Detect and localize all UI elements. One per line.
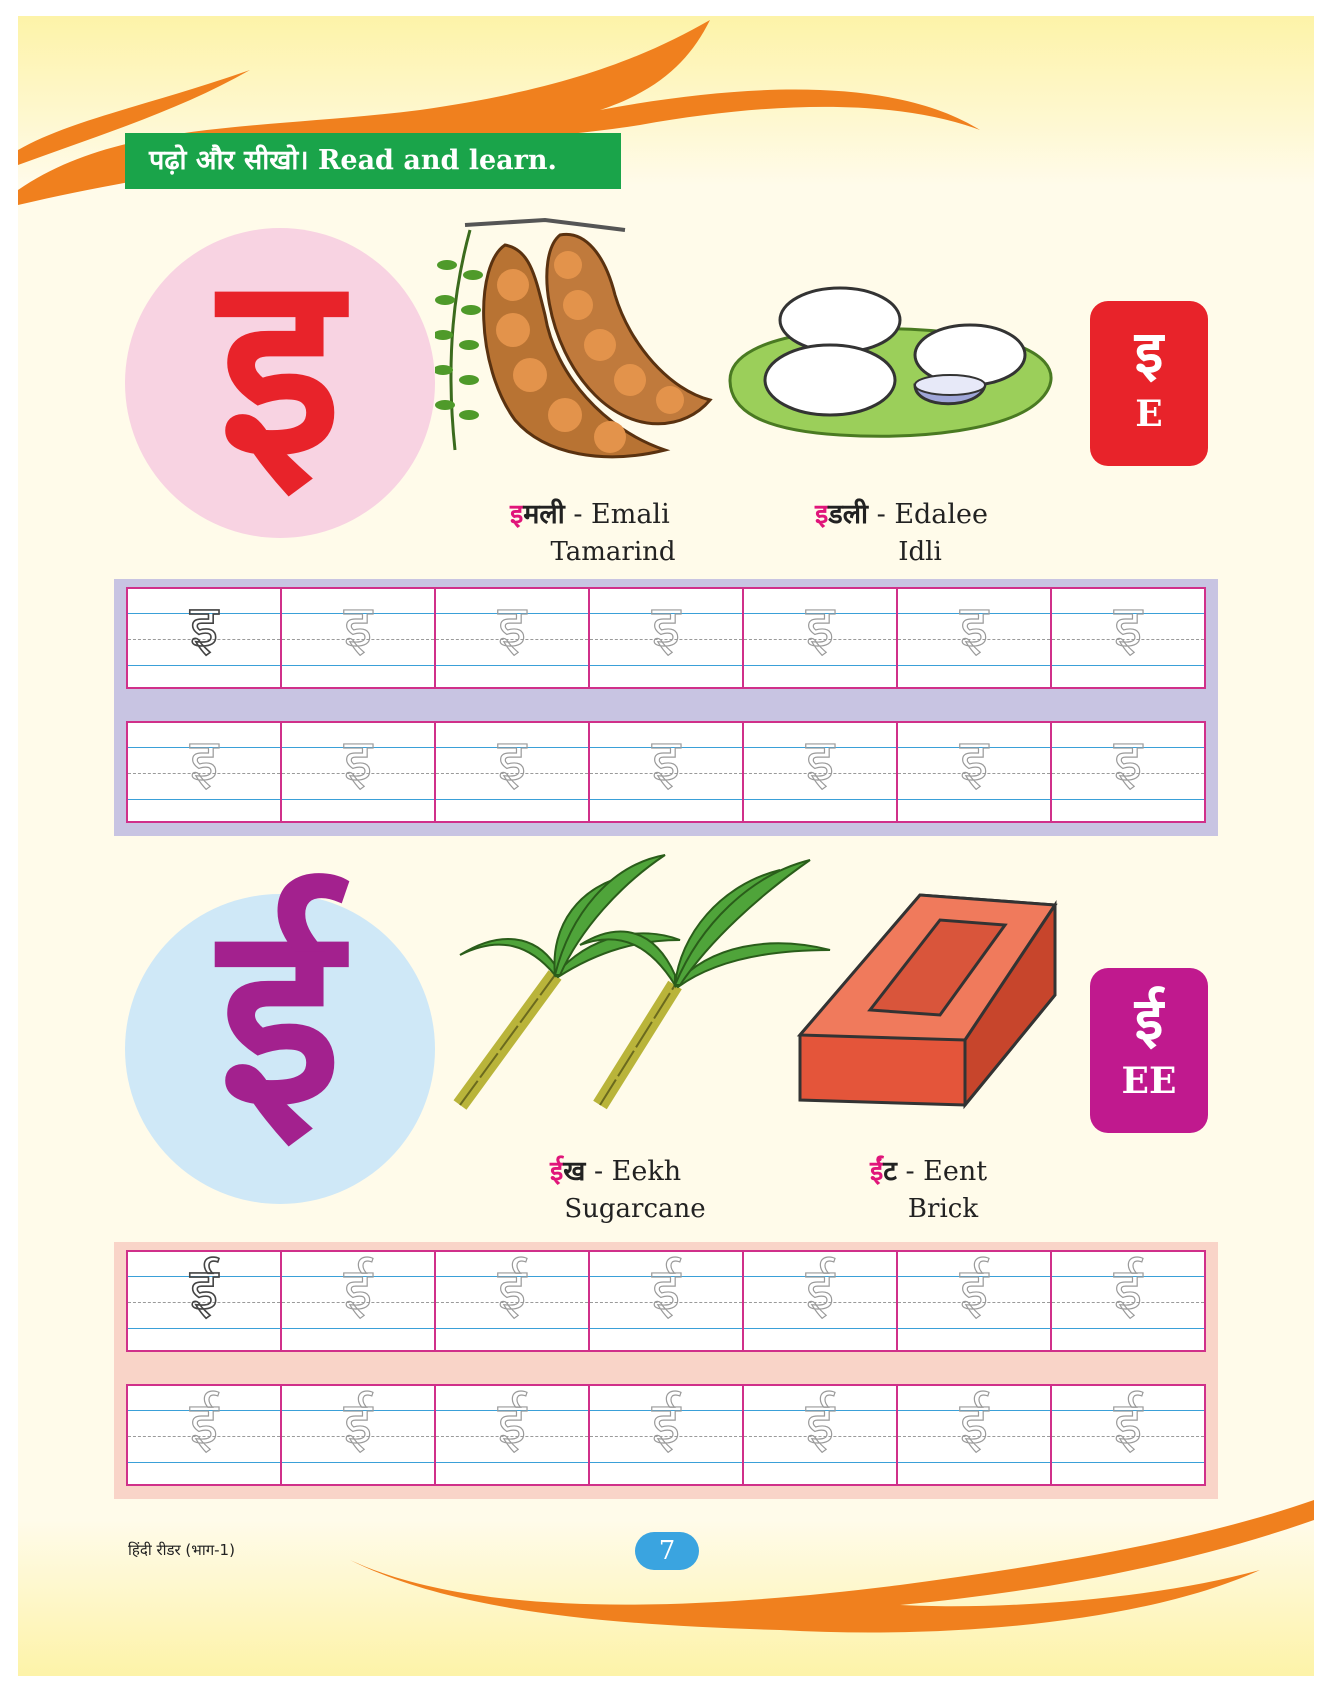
trace-letter: इ: [189, 592, 219, 660]
trace-cell[interactable]: [128, 589, 282, 687]
word-lead-letter: इ: [815, 499, 829, 530]
trace-cell[interactable]: [590, 1252, 744, 1350]
trace-cell[interactable]: [590, 1386, 744, 1484]
practice-block-ee: [114, 1242, 1218, 1499]
trace-letter: इ: [497, 726, 527, 794]
trace-letter: इ: [1113, 592, 1143, 660]
trace-cell[interactable]: [1052, 723, 1204, 821]
idli-image: [720, 280, 1060, 470]
trace-cell[interactable]: [898, 1386, 1052, 1484]
book-title: हिंदी रीडर (भाग-1): [128, 1541, 235, 1559]
trace-letter: ई: [959, 1389, 989, 1457]
practice-row: [126, 1384, 1206, 1486]
badge-hindi-letter: ई: [1134, 985, 1164, 1053]
practice-row: [126, 721, 1206, 823]
trace-letter: इ: [651, 592, 681, 660]
trace-cell[interactable]: [1052, 1252, 1204, 1350]
trace-letter: इ: [1113, 726, 1143, 794]
trace-letter: इ: [651, 726, 681, 794]
trace-cell[interactable]: [436, 1386, 590, 1484]
word-transliteration: - Edalee: [876, 499, 988, 530]
practice-row: [126, 587, 1206, 689]
letter-badge-i: [1090, 301, 1208, 466]
badge-english-letter: E: [1135, 393, 1163, 435]
section-header: पढ़ो और सीखो। Read and learn.: [125, 133, 621, 189]
trace-cell[interactable]: [128, 1386, 282, 1484]
trace-cell[interactable]: [436, 589, 590, 687]
trace-letter: ई: [1113, 1389, 1143, 1457]
practice-block-i: [114, 579, 1218, 836]
trace-cell[interactable]: [128, 1252, 282, 1350]
page-number: 7: [635, 1532, 699, 1570]
word-transliteration: - Eekh: [593, 1156, 682, 1187]
practice-row: [126, 1250, 1206, 1352]
trace-letter: ई: [343, 1389, 373, 1457]
trace-letter: इ: [343, 592, 373, 660]
word-transliteration: - Eent: [905, 1156, 988, 1187]
trace-cell[interactable]: [898, 589, 1052, 687]
word-idli: [815, 494, 988, 531]
meaning-idli: Idli: [898, 537, 942, 567]
trace-cell[interactable]: [744, 589, 898, 687]
trace-letter: ई: [651, 1389, 681, 1457]
trace-letter: ई: [651, 1255, 681, 1323]
meaning-sugarcane: Sugarcane: [564, 1194, 706, 1224]
trace-cell[interactable]: [282, 1252, 436, 1350]
word-lead-letter: इ: [510, 499, 524, 530]
trace-letter: इ: [343, 726, 373, 794]
trace-cell[interactable]: [898, 723, 1052, 821]
trace-letter: ई: [805, 1255, 835, 1323]
trace-cell[interactable]: [128, 723, 282, 821]
trace-letter: ई: [805, 1389, 835, 1457]
trace-letter: ई: [343, 1255, 373, 1323]
word-rest: मली: [523, 499, 565, 530]
trace-cell[interactable]: [590, 589, 744, 687]
sugarcane-image: [450, 845, 835, 1115]
badge-hindi-letter: इ: [1134, 318, 1164, 386]
trace-letter: इ: [805, 726, 835, 794]
trace-letter: इ: [959, 592, 989, 660]
meaning-tamarind: Tamarind: [550, 537, 676, 567]
trace-letter: इ: [805, 592, 835, 660]
word-rest: डली: [828, 499, 869, 530]
trace-cell[interactable]: [282, 1386, 436, 1484]
badge-english-letter: EE: [1121, 1060, 1177, 1102]
word-eent: [870, 1151, 987, 1188]
word-eekh: [550, 1151, 681, 1188]
word-lead-letter: ई: [550, 1156, 564, 1187]
trace-letter: इ: [189, 726, 219, 794]
word-lead-letter: ई: [870, 1156, 884, 1187]
trace-cell[interactable]: [282, 589, 436, 687]
trace-letter: इ: [497, 592, 527, 660]
tamarind-image: [435, 205, 715, 475]
trace-letter: ई: [497, 1255, 527, 1323]
trace-cell[interactable]: [898, 1252, 1052, 1350]
trace-cell[interactable]: [744, 1386, 898, 1484]
big-letter-i: इ: [218, 219, 342, 510]
trace-letter: ई: [189, 1255, 219, 1323]
trace-letter: ई: [959, 1255, 989, 1323]
trace-letter: इ: [959, 726, 989, 794]
trace-cell[interactable]: [436, 723, 590, 821]
trace-cell[interactable]: [282, 723, 436, 821]
trace-cell[interactable]: [744, 1252, 898, 1350]
word-rest: ंट: [883, 1156, 897, 1187]
trace-letter: ई: [497, 1389, 527, 1457]
trace-cell[interactable]: [590, 723, 744, 821]
trace-cell[interactable]: [436, 1252, 590, 1350]
brick-image: [790, 885, 1060, 1110]
word-transliteration: - Emali: [573, 499, 670, 530]
meaning-brick: Brick: [907, 1194, 979, 1224]
trace-cell[interactable]: [1052, 1386, 1204, 1484]
trace-cell[interactable]: [744, 723, 898, 821]
trace-letter: ई: [189, 1389, 219, 1457]
word-imli: [510, 494, 670, 531]
word-rest: ख: [563, 1156, 586, 1187]
big-letter-ee: ई: [218, 869, 342, 1160]
trace-letter: ई: [1113, 1255, 1143, 1323]
letter-badge-ee: [1090, 968, 1208, 1133]
trace-cell[interactable]: [1052, 589, 1204, 687]
